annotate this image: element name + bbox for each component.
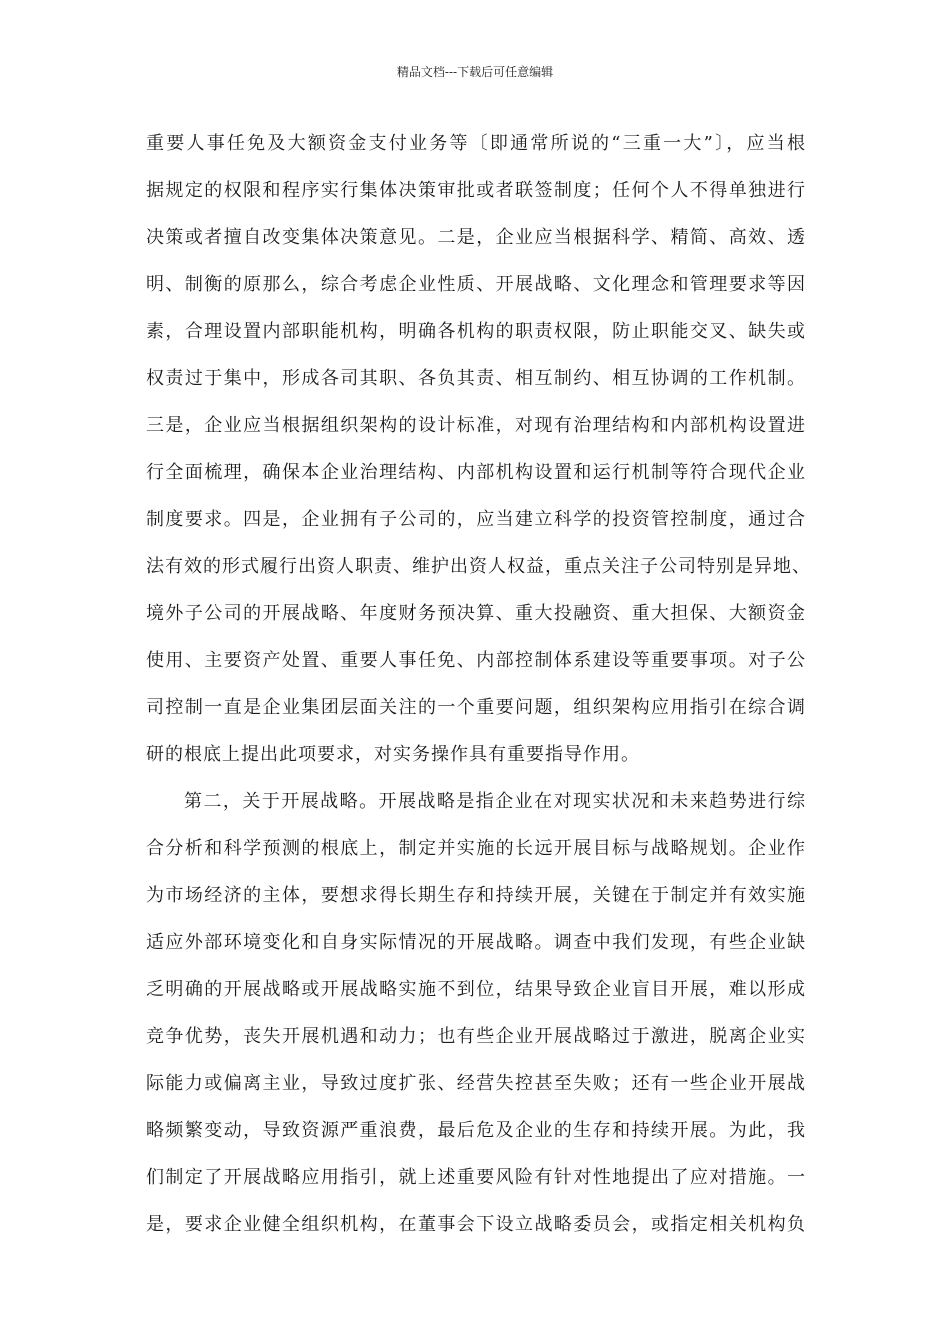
text-line: 法有效的形式履行出资人职责、维护出资人权益，重点关注子公司特别是异地、 xyxy=(146,556,811,577)
text-line: 际能力或偏离主业，导致过度扩张、经营失控甚至失败；还有一些企业开展战 xyxy=(146,1073,806,1094)
text-line: 行全面梳理，确保本企业治理结构、内部机构设置和运行机制等符合现代企业 xyxy=(146,462,806,483)
text-line: 使用、主要资产处置、重要人事任免、内部控制体系建设等重要事项。对子公 xyxy=(146,650,806,671)
text-line: 乏明确的开展战略或开展战略实施不到位，结果导致企业盲目开展，难以形成 xyxy=(146,979,806,1000)
document-body xyxy=(146,120,811,1248)
text-line: 明、制衡的原那么，综合考虑企业性质、开展战略、文化理念和管理要求等因 xyxy=(146,274,806,295)
text-line: 们制定了开展战略应用指引，就上述重要风险有针对性地提出了应对措施。一 xyxy=(146,1167,806,1188)
text-line: 第二，关于开展战略。开展战略是指企业在对现实状况和未来趋势进行综 xyxy=(184,791,806,812)
text-line: 研的根底上提出此项要求，对实务操作具有重要指导作用。 xyxy=(146,744,640,765)
text-line: 略频繁变动，导致资源严重浪费，最后危及企业的生存和持续开展。为此，我 xyxy=(146,1120,806,1141)
text-line: 素，合理设置内部职能机构，明确各机构的职责权限，防止职能交叉、缺失或 xyxy=(146,321,806,342)
text-line: 三是，企业应当根据组织架构的设计标准，对现有治理结构和内部机构设置进 xyxy=(146,415,806,436)
text-line: 权责过于集中，形成各司其职、各负其责、相互制约、相互协调的工作机制。 xyxy=(146,368,806,389)
text-line: 是，要求企业健全组织机构，在董事会下设立战略委员会，或指定相关机构负 xyxy=(146,1214,806,1235)
text-line: 合分析和科学预测的根底上，制定并实施的长远开展目标与战略规划。企业作 xyxy=(146,838,806,859)
text-line: 制度要求。四是，企业拥有子公司的，应当建立科学的投资管控制度，通过合 xyxy=(146,509,806,530)
paragraph-1 xyxy=(146,120,811,778)
text-line: 境外子公司的开展战略、年度财务预决算、重大投融资、重大担保、大额资金 xyxy=(146,603,806,624)
text-line: 为市场经济的主体，要想求得长期生存和持续开展，关键在于制定并有效实施 xyxy=(146,885,806,906)
page-header: 精品文档---下载后可任意编辑 xyxy=(396,65,554,79)
text-line: 据规定的权限和程序实行集体决策审批或者联签制度；任何个人不得单独进行 xyxy=(146,180,806,201)
text-line: 适应外部环境变化和自身实际情况的开展战略。调查中我们发现，有些企业缺 xyxy=(146,932,806,953)
paragraph-2 xyxy=(146,778,806,1248)
text-line: 决策或者擅自改变集体决策意见。二是，企业应当根据科学、精简、高效、透 xyxy=(146,227,806,248)
text-line: 重要人事任免及大额资金支付业务等〔即通常所说的“三重一大”〕，应当根 xyxy=(146,133,806,154)
text-line: 竞争优势，丧失开展机遇和动力；也有些企业开展战略过于激进，脱离企业实 xyxy=(146,1026,806,1047)
text-line: 司控制一直是企业集团层面关注的一个重要问题，组织架构应用指引在综合调 xyxy=(146,697,806,718)
